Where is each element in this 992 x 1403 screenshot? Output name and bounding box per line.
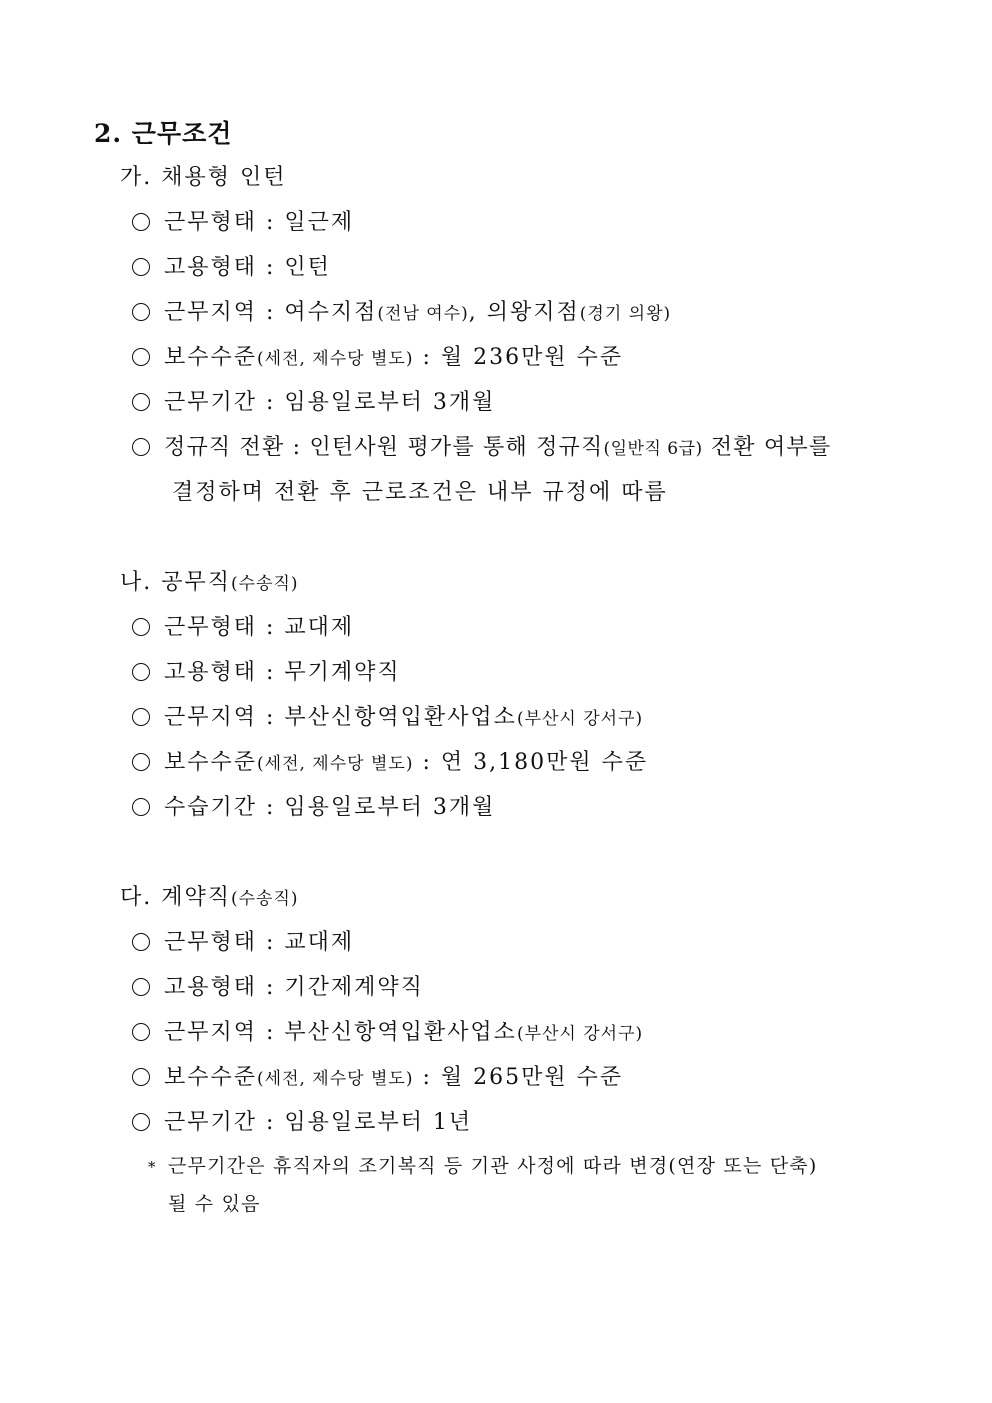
circle-bullet-icon xyxy=(132,213,150,231)
circle-bullet-icon xyxy=(132,303,150,321)
circle-bullet-icon xyxy=(132,1068,150,1086)
footnote: * 근무기간은 휴직자의 조기복직 등 기관 사정에 따라 변경(연장 또는 단축) xyxy=(148,1152,817,1181)
list-item: 근무형태 : 교대제 xyxy=(132,613,354,643)
circle-bullet-icon xyxy=(132,978,150,996)
list-item: 근무지역 : 부산신항역입환사업소(부산시 강서구) xyxy=(132,1018,643,1049)
list-item: 근무지역 : 부산신항역입환사업소(부산시 강서구) xyxy=(132,703,643,734)
list-item: 근무지역 : 여수지점(전남 여수), 의왕지점(경기 의왕) xyxy=(132,298,671,329)
circle-bullet-icon xyxy=(132,708,150,726)
list-item: 고용형태 : 기간제계약직 xyxy=(132,973,424,1003)
circle-bullet-icon xyxy=(132,1113,150,1131)
section-title: 2. 근무조건 xyxy=(94,119,233,148)
group-title-intern xyxy=(120,163,287,193)
list-item: 근무기간 : 임용일로부터 3개월 xyxy=(132,388,495,418)
list-item: 근무형태 : 일근제 xyxy=(132,208,354,238)
circle-bullet-icon xyxy=(132,753,150,771)
group-title-public: 나. 공무직(수송직) xyxy=(120,570,299,595)
list-item-continuation: 결정하며 전환 후 근로조건은 내부 규정에 따름 xyxy=(172,480,668,505)
footnote-continuation: 될 수 있음 xyxy=(168,1193,261,1215)
circle-bullet-icon xyxy=(132,348,150,366)
list-item: 근무기간 : 임용일로부터 1년 xyxy=(132,1108,472,1138)
circle-bullet-icon xyxy=(132,663,150,681)
list-item: 보수수준(세전, 제수당 별도) : 연 3,180만원 수준 xyxy=(132,748,648,779)
circle-bullet-icon xyxy=(132,618,150,636)
group-title-contract: 다. 계약직(수송직) xyxy=(120,885,299,910)
list-item: 수습기간 : 임용일로부터 3개월 xyxy=(132,793,495,823)
circle-bullet-icon xyxy=(132,393,150,411)
circle-bullet-icon xyxy=(132,258,150,276)
circle-bullet-icon xyxy=(132,1023,150,1041)
circle-bullet-icon xyxy=(132,933,150,951)
circle-bullet-icon xyxy=(132,438,150,456)
list-item: 보수수준(세전, 제수당 별도) : 월 236만원 수준 xyxy=(132,343,623,374)
group-title-main: 가. 채용형 인턴 xyxy=(120,165,287,190)
list-item: 정규직 전환 : 인턴사원 평가를 통해 정규직(일반직 6급) 전환 여부를 xyxy=(132,433,831,464)
list-item: 보수수준(세전, 제수당 별도) : 월 265만원 수준 xyxy=(132,1063,623,1094)
list-item: 근무형태 : 교대제 xyxy=(132,928,354,958)
list-item: 고용형태 : 인턴 xyxy=(132,253,331,283)
circle-bullet-icon xyxy=(132,798,150,816)
list-item: 고용형태 : 무기계약직 xyxy=(132,658,401,688)
asterisk-icon: * xyxy=(148,1158,157,1176)
